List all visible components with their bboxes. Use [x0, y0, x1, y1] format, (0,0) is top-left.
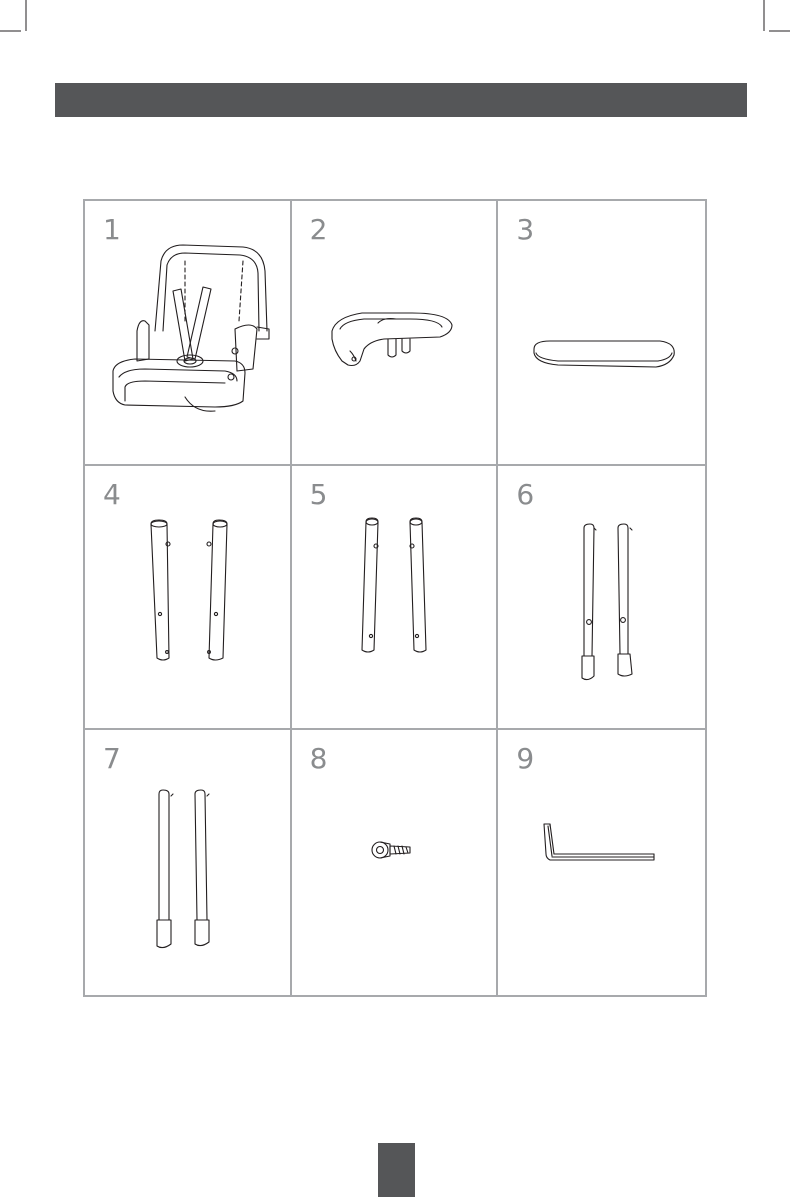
part-number: 2 [309, 213, 328, 246]
part-cell-3 [498, 201, 705, 466]
lower-front-legs-icon [498, 466, 704, 730]
part-number: 1 [103, 213, 121, 246]
page-tab [378, 1143, 415, 1197]
part-cell-5 [292, 466, 499, 731]
part-number: 7 [103, 742, 121, 776]
part-cell-8 [292, 730, 499, 995]
front-legs-icon [85, 466, 291, 730]
lower-rear-legs-icon [85, 730, 291, 994]
rear-legs-icon [292, 466, 498, 730]
screw-icon [292, 730, 498, 994]
parts-grid [83, 199, 707, 997]
part-number: 3 [516, 213, 535, 246]
header-bar [55, 83, 747, 117]
part-number: 9 [516, 742, 535, 776]
part-cell-7 [85, 730, 292, 995]
seat-icon [85, 201, 291, 465]
allen-key-icon [498, 730, 704, 994]
part-cell-1 [85, 201, 292, 466]
part-number: 6 [516, 477, 535, 511]
part-cell-9 [498, 730, 705, 995]
tray-insert-icon [498, 201, 704, 465]
part-number: 4 [103, 477, 121, 511]
trim-marks [0, 0, 790, 50]
part-cell-4 [85, 466, 292, 731]
tray-frame-icon [292, 201, 498, 465]
part-cell-6 [498, 466, 705, 731]
part-cell-2 [292, 201, 499, 466]
part-number: 8 [309, 742, 328, 776]
part-number: 5 [309, 477, 328, 511]
